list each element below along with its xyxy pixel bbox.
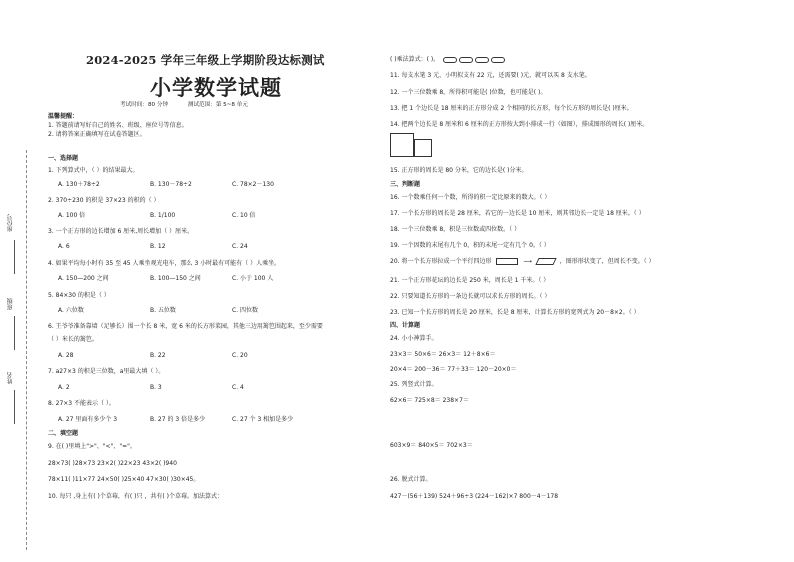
- question-1: 1. 下列算式中，（ ）的结果最大。: [48, 167, 139, 174]
- section-calc-title: 四、计算题: [390, 322, 421, 329]
- ladybug-icon: [443, 57, 457, 63]
- q4-option-c[interactable]: C. 小于 100 人: [232, 275, 274, 282]
- q3-option-c[interactable]: C. 24: [232, 243, 248, 250]
- q8-option-c[interactable]: C. 27 个 3 相加是多少: [232, 416, 294, 423]
- q20-text-b: ，图形形状变了，但周长不变。（ ）: [559, 258, 655, 265]
- question-7: 7. a27×3 的积是三位数，a里最大填（ ）。: [48, 368, 165, 375]
- question-2: 2. 370÷230 的积是 37×23 的积的（ ）: [48, 197, 160, 204]
- question-17: 17. 一个长方形的周长是 28 厘米，若它的一边长是 10 厘米，则其邻边长一定是 18 厘米。（ ）: [390, 210, 645, 217]
- q10-text: 10. 每只 ,身上有( )个草莓，有( )只 ，共有( )个草莓。加法算式：: [48, 493, 223, 500]
- seat-number-label: 座位号: [7, 214, 14, 232]
- q24-row-2: 20×4＝ 200－36＝ 77＋33＝ 120－20×0＝: [390, 366, 517, 373]
- cut-line: [26, 150, 27, 550]
- question-24: 24. 小小神算手。: [390, 335, 438, 342]
- q4-option-a[interactable]: A. 150—200 之间: [58, 275, 109, 282]
- q6-option-a[interactable]: A. 28: [58, 352, 74, 359]
- exam-info: [120, 100, 266, 108]
- question-19: 19. 一个因数的末尾有几个 0，积的末尾一定有几个 0。（ ）: [390, 242, 550, 249]
- question-18: 18. 一个三位数乘 8，积是三位数或四位数。（ ）: [390, 226, 521, 233]
- question-6-cont: （ ）米长的篱笆。: [48, 336, 98, 343]
- exam-title: 2024-2025 学年三年级上学期阶段达标测试: [86, 53, 325, 67]
- class-blank[interactable]: [14, 316, 15, 350]
- q7-option-c[interactable]: C. 4: [232, 384, 244, 391]
- question-22: 22. 只要知道长方形的一条边长就可以求长方形的周长。（ ）: [390, 293, 551, 300]
- tip-2: 2. 请将答案正确填写在试卷答题区。: [48, 131, 146, 138]
- q3-option-a[interactable]: A. 6: [58, 243, 70, 250]
- question-21: 21. 一个正方形花坛的边长是 250 米，周长是 1 千米。（ ）: [390, 277, 550, 284]
- small-square: [414, 139, 432, 157]
- q10-cont-text: ( )乘法算式：( )。: [390, 56, 440, 63]
- question-5: 5. 84×30 的积是（ ）: [48, 292, 110, 299]
- q3-option-b[interactable]: B. 12: [150, 243, 166, 250]
- q1-option-a[interactable]: A. 130＋78÷2: [58, 181, 100, 188]
- q9-row-1: 28×73( )28×73 23×2( )22×23 43×2( )940: [48, 460, 177, 467]
- q20-text-a: 20. 将一个长方形拉成一个平行四边形: [390, 258, 492, 265]
- binding-margin: [0, 0, 42, 562]
- question-14: 14. 把两个边长是 8 厘米和 6 厘米的正方形按大到小排成一行（如图），排成图形的周长( )厘米。: [390, 121, 649, 128]
- question-10: [48, 493, 223, 501]
- q7-option-a[interactable]: A. 2: [58, 384, 70, 391]
- q9-row-2: 78×11( )11×77 24×50( )25×40 47×30( )30×45。: [48, 476, 200, 483]
- parallelogram-shape: [535, 258, 556, 265]
- ladybug-icon: [491, 57, 505, 63]
- q2-option-a[interactable]: A. 100 倍: [58, 212, 86, 219]
- large-square: [390, 133, 414, 157]
- q10-continued: [390, 56, 505, 64]
- question-4: 4. 如果平均每小时有 35 至 45 人乘坐观光电车，那么 3 小时最有可能有（ ）人乘坐。: [48, 260, 281, 267]
- q25-row-1: 62×6＝ 725×8＝ 238×7＝: [390, 397, 469, 404]
- exam-scope: 测试范围：第 5~8 单元: [187, 102, 248, 108]
- section-choice-title: 一、选择题: [48, 155, 79, 162]
- exam-time: 考试时间：80 分钟: [120, 102, 169, 108]
- q5-option-b[interactable]: B. 五位数: [150, 307, 176, 314]
- question-6: 6. 王爷爷准备靠墙（足够长）围一个长 8 米，宽 6 米的长方形菜园，其他三边用篱笆围起来，至少需要: [48, 323, 323, 330]
- section-fill-title: 二、填空题: [48, 430, 79, 437]
- question-13: 13. 把 1 个边长是 18 厘米的正方形分成 2 个相同的长方形，每个长方形的周长是( )厘米。: [390, 105, 633, 112]
- q26-row-1: 427－(56＋139) 524＋96÷3 (224－162)×7 800－4－178: [390, 493, 559, 500]
- exam-main-title: 小学数学试题: [150, 75, 282, 100]
- rectangle-shape: [496, 258, 518, 265]
- seat-number-blank[interactable]: [14, 240, 15, 274]
- question-23: 23. 已知一个长方形的周长是 20 厘米，长是 8 厘米，计算长方形的宽列式为 20－8×2。（ ）: [390, 309, 640, 316]
- question-9: 9. 在( )里填上">"、"<"、"="。: [48, 443, 136, 450]
- question-25: 25. 列竖式计算。: [390, 381, 438, 388]
- q6-option-c[interactable]: C. 20: [232, 352, 248, 359]
- q5-option-c[interactable]: C. 四位数: [232, 307, 259, 314]
- question-11: 11. 每支水笔 3 元，小明拟支有 22 元，还需要( )元，就可以买 8 支水笔。: [390, 72, 591, 79]
- q24-row-1: 23×3＝ 50×6＝ 26×3＝ 12＋8×6＝: [390, 351, 496, 358]
- name-label: 姓名: [7, 372, 14, 384]
- question-16: 16. 一个数乘任何一个数，所得的积一定比原来的数大。（ ）: [390, 194, 551, 201]
- class-label: 班级: [7, 298, 14, 310]
- question-8: 8. 27×3 不能表示（ ）。: [48, 400, 115, 407]
- ladybug-icon: [475, 57, 489, 63]
- q1-option-b[interactable]: B. 130－78÷2: [150, 181, 192, 188]
- q2-option-c[interactable]: C. 10 倍: [232, 212, 256, 219]
- q6-option-b[interactable]: B. 22: [150, 352, 166, 359]
- q8-option-a[interactable]: A. 27 里面有多少个 3: [58, 416, 118, 423]
- q5-option-a[interactable]: A. 六位数: [58, 307, 84, 314]
- question-15: 15. 正方形的周长是 80 分米，它的边长是( )分米。: [390, 167, 528, 174]
- question-12: 12. 一个三位数乘 8，所得积可能是( )位数，也可能是( )。: [390, 89, 547, 96]
- tips-title: 温馨提醒：: [48, 113, 79, 120]
- section-judge-title: 三、判断题: [390, 181, 421, 188]
- q1-option-c[interactable]: C. 78×2－130: [232, 181, 274, 188]
- name-blank[interactable]: [14, 390, 15, 424]
- q4-option-b[interactable]: B. 100—150 之间: [150, 275, 201, 282]
- arrow-icon: ⟶: [523, 258, 532, 265]
- question-26: 26. 脱式计算。: [390, 476, 432, 483]
- question-20: [390, 258, 655, 266]
- question-3: 3. 一个正方形的边长增加 6 厘米,周长增加（ ）厘米。: [48, 228, 194, 235]
- q25-row-2: 603×9＝ 840×5＝ 702×3＝: [390, 442, 473, 449]
- q8-option-b[interactable]: B. 27 的 3 倍是多少: [150, 416, 206, 423]
- q7-option-b[interactable]: B. 3: [150, 384, 162, 391]
- q2-option-b[interactable]: B. 1/100: [150, 212, 176, 219]
- ladybug-icon: [459, 57, 473, 63]
- tip-1: 1. 答题前请写好自己的姓名、班级、座位号等信息。: [48, 122, 188, 129]
